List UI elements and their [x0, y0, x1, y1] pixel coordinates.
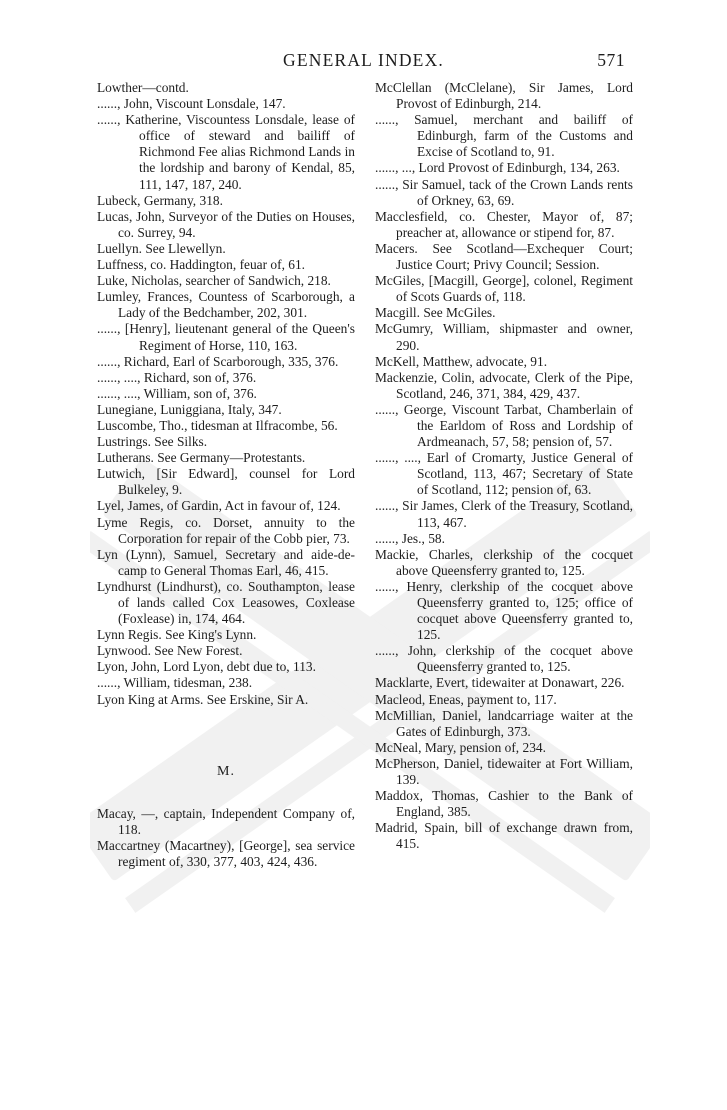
index-entry: Madrid, Spain, bill of exchange drawn from, 415. — [375, 820, 633, 852]
index-entry: McKell, Matthew, advocate, 91. — [375, 353, 548, 369]
index-entry: McMillian, Daniel, landcarriage waiter at the Gates of Edinburgh, 373. — [375, 707, 633, 739]
index-entry: Lyndhurst (Lindhurst), co. Southampton, lease of lands called Cox Leasowes, Coxlease (Foxlease) in, 174, 464. — [97, 578, 355, 627]
index-entry: ......, Sir James, Clerk of the Treasury, Scotland, 113, 467. — [375, 498, 633, 530]
index-entry: Macers. See Scotland—Exchequer Court; Justice Court; Privy Council; Session. — [375, 240, 633, 273]
index-entry: Lucas, John, Surveyor of the Duties on Houses, co. Surrey, 94. — [97, 208, 355, 240]
index-entry: ......, Henry, clerkship of the cocquet above Queensferry granted to, 125; office of cocquet above Queensferry granted to, 125. — [375, 578, 633, 643]
index-entry: Lynwood. See New Forest. — [97, 643, 243, 659]
index-entry: ......, ...., William, son of, 376. — [97, 385, 257, 401]
index-entry: Lunegiane, Luniggiana, Italy, 347. — [97, 401, 282, 417]
index-entry: Lyme Regis, co. Dorset, annuity to the Corporation for repair of the Cobb pier, 73. — [97, 514, 355, 546]
index-entry: Lustrings. See Silks. — [97, 434, 208, 450]
index-entry: Lyel, James, of Gardin, Act in favour of, 124. — [97, 498, 341, 514]
index-entry: ......, George, Viscount Tarbat, Chamberlain of the Earldom of Ross and Lordship of Ardmeanach, 57, 58; pension of, 57. — [375, 401, 633, 450]
index-entry: ......, ...., Richard, son of, 376. — [97, 369, 257, 385]
index-entry: McGumry, William, shipmaster and owner, 290. — [375, 321, 633, 353]
index-entry: Maddox, Thomas, Cashier to the Bank of England, 385. — [375, 788, 633, 820]
index-entry: ......, ...., Earl of Cromarty, Justice General of Scotland, 113, 467; Secretary of State of Scotland, 112; pension of, 63. — [375, 450, 633, 498]
page-number: 571 — [597, 50, 625, 70]
index-entry: Luffness, co. Haddington, feuar of, 61. — [97, 257, 305, 273]
index-entry: ......, Katherine, Viscountess Lonsdale, lease of office of steward and bailiff of Richmond Fee alias Richmond Lands in the lordship and barony of Kendal, 85, 111, 147, 187, 240. — [97, 112, 355, 192]
index-entry: Macgill. See McGiles. — [375, 305, 496, 321]
index-entry: Mackie, Charles, clerkship of the cocquet above Queensferry granted to, 125. — [375, 546, 633, 578]
index-entry: Lubeck, Germany, 318. — [97, 192, 223, 208]
index-entry: ......, William, tidesman, 238. — [97, 675, 253, 691]
index-entry: Luke, Nicholas, searcher of Sandwich, 218. — [97, 273, 331, 289]
index-entry: Macleod, Eneas, payment to, 117. — [375, 691, 557, 707]
index-entry: ......, Samuel, merchant and bailiff of Edinburgh, farm of the Customs and Excise of Scotland to, 91. — [375, 112, 633, 160]
index-entry: Lutherans. See Germany—Protestants. — [97, 450, 306, 466]
index-entry: ......, ..., Lord Provost of Edinburgh, 134, 263. — [375, 160, 620, 176]
index-entry: Macclesfield, co. Chester, Mayor of, 87; preacher at, allowance or stipend for, 87. — [375, 208, 633, 240]
section-letter: M. — [217, 763, 235, 779]
index-entry: Mackenzie, Colin, advocate, Clerk of the Pipe, Scotland, 246, 371, 384, 429, 437. — [375, 369, 633, 401]
index-entry: ......, Sir Samuel, tack of the Crown Lands rents of Orkney, 63, 69. — [375, 176, 633, 208]
index-entry: Lynn Regis. See King's Lynn. — [97, 627, 257, 643]
index-entry: ......, John, clerkship of the cocquet above Queensferry granted to, 125. — [375, 643, 633, 675]
index-entry: ......, Jes., 58. — [375, 530, 445, 546]
index-entry: ......, [Henry], lieutenant general of the Queen's Regiment of Horse, 110, 163. — [97, 321, 355, 353]
index-entry: McClellan (McClelane), Sir James, Lord Provost of Edinburgh, 214. — [375, 80, 633, 112]
index-entry: Luscombe, Tho., tidesman at Ilfracombe, 56. — [97, 417, 338, 433]
index-entry: Lutwich, [Sir Edward], counsel for Lord Bulkeley, 9. — [97, 466, 355, 498]
index-entry: Lowther—contd. — [97, 80, 189, 95]
index-entry: Lumley, Frances, Countess of Scarborough, a Lady of the Bedchamber, 202, 301. — [97, 289, 355, 321]
right-column — [375, 80, 633, 853]
left-column — [97, 80, 355, 870]
index-entry: McGiles, [Macgill, George], colonel, Regiment of Scots Guards of, 118. — [375, 273, 633, 305]
index-entry: ......, John, Viscount Lonsdale, 147. — [97, 96, 286, 112]
page-header — [0, 50, 727, 72]
index-entry: ......, Richard, Earl of Scarborough, 335, 376. — [97, 353, 339, 369]
index-entry: Lyn (Lynn), Samuel, Secretary and aide-de-camp to General Thomas Earl, 46, 415. — [97, 546, 355, 578]
index-entry: Maccartney (Macartney), [George], sea service regiment of, 330, 377, 403, 424, 436. — [97, 837, 355, 870]
index-entry: Luellyn. See Llewellyn. — [97, 240, 226, 256]
index-entry: Lyon, John, Lord Lyon, debt due to, 113. — [97, 659, 316, 675]
index-entry: Macklarte, Evert, tidewaiter at Donawart, 226. — [375, 675, 625, 691]
index-entry: McPherson, Daniel, tidewaiter at Fort William, 139. — [375, 755, 633, 788]
running-title: GENERAL INDEX. — [283, 50, 444, 70]
index-entry: McNeal, Mary, pension of, 234. — [375, 739, 546, 755]
index-entry: Lyon King at Arms. See Erskine, Sir A. — [97, 691, 309, 707]
index-entry: Macay, —, captain, Independent Company of, 118. — [97, 805, 355, 837]
